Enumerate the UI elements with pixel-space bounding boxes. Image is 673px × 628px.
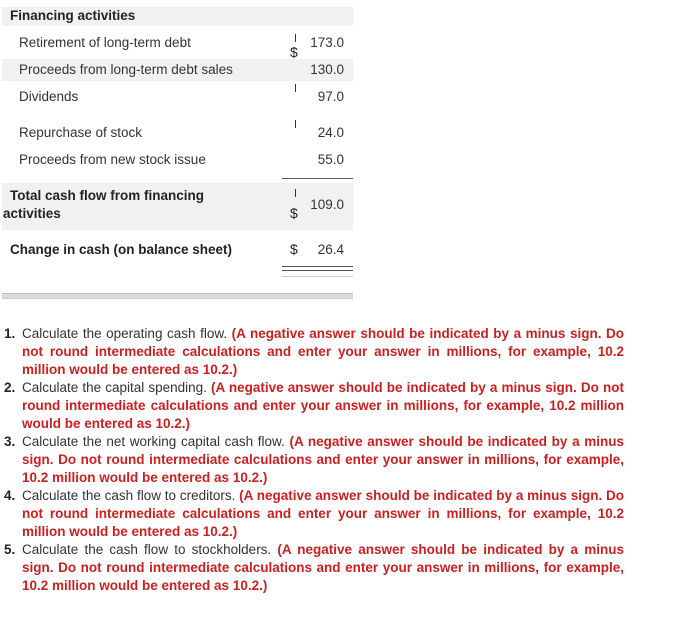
currency-symbol: $ bbox=[290, 205, 298, 221]
question-text: Calculate the net working capital cash flow. bbox=[22, 434, 285, 449]
question-item bbox=[4, 541, 624, 595]
question-number: 2. bbox=[4, 380, 16, 395]
question-text: Calculate the capital spending. bbox=[22, 380, 207, 395]
row-label: Repurchase of stock bbox=[19, 125, 143, 140]
row-value: 130.0 bbox=[310, 62, 344, 77]
bottom-rule bbox=[282, 276, 353, 277]
question-item bbox=[4, 379, 624, 433]
question-number: 5. bbox=[4, 542, 16, 557]
question-instruction: (A negative answer should be indicated by a minus sign. Do not round intermediate calculations and enter your answer in millions, for example, 10.2 million would be entered as 10.2.) bbox=[22, 488, 624, 539]
question-list bbox=[4, 325, 624, 595]
question-instruction: (A negative answer should be indicated by a minus sign. Do not round intermediate calculations and enter your answer in millions, for example, 10.2 million would be entered as 10.2.) bbox=[22, 434, 624, 485]
total-value: 109.0 bbox=[310, 197, 344, 212]
negative-dash bbox=[295, 189, 296, 197]
currency-symbol: $ bbox=[290, 241, 298, 257]
row-label: Proceeds from long-term debt sales bbox=[19, 62, 233, 77]
section-title: Financing activities bbox=[10, 8, 136, 23]
change-label: Change in cash (on balance sheet) bbox=[10, 242, 233, 257]
total-rule bbox=[282, 178, 353, 179]
double-underline-bottom bbox=[282, 270, 353, 271]
question-instruction: (A negative answer should be indicated by a minus sign. Do not round intermediate calculations and enter your answer in millions, for example, 10.2 million would be entered as 10.2.) bbox=[22, 380, 624, 431]
currency-symbol: $ bbox=[290, 44, 298, 60]
row-label: Retirement of long-term debt bbox=[19, 35, 191, 50]
question-number: 3. bbox=[4, 434, 16, 449]
question-number: 1. bbox=[4, 326, 16, 341]
question-item bbox=[4, 433, 624, 487]
row-value: 55.0 bbox=[317, 152, 344, 167]
question-instruction: (A negative answer should be indicated by a minus sign. Do not round intermediate calculations and enter your answer in millions, for example, 10.2 million would be entered as 10.2.) bbox=[22, 326, 624, 377]
question-item bbox=[4, 487, 624, 541]
row-value: 173.0 bbox=[310, 35, 344, 50]
row-label: Proceeds from new stock issue bbox=[19, 152, 206, 167]
question-instruction: (A negative answer should be indicated by a minus sign. Do not round intermediate calculations and enter your answer in millions, for example, 10.2 million would be entered as 10.2.) bbox=[22, 542, 624, 593]
double-underline-top bbox=[282, 266, 353, 267]
question-number: 4. bbox=[4, 488, 16, 503]
row-label: Dividends bbox=[19, 89, 79, 104]
row-value: 24.0 bbox=[317, 125, 344, 140]
question-text: Calculate the operating cash flow. bbox=[22, 326, 228, 341]
section-divider bbox=[2, 293, 353, 299]
total-label: Total cash flow from financing bbox=[10, 188, 205, 203]
total-label-continued: activities bbox=[3, 206, 61, 221]
row-value: 97.0 bbox=[317, 89, 344, 104]
question-text: Calculate the cash flow to creditors. bbox=[22, 488, 236, 503]
question-item bbox=[4, 325, 624, 379]
change-value: 26.4 bbox=[317, 242, 344, 257]
question-text: Calculate the cash flow to stockholders. bbox=[22, 542, 272, 557]
